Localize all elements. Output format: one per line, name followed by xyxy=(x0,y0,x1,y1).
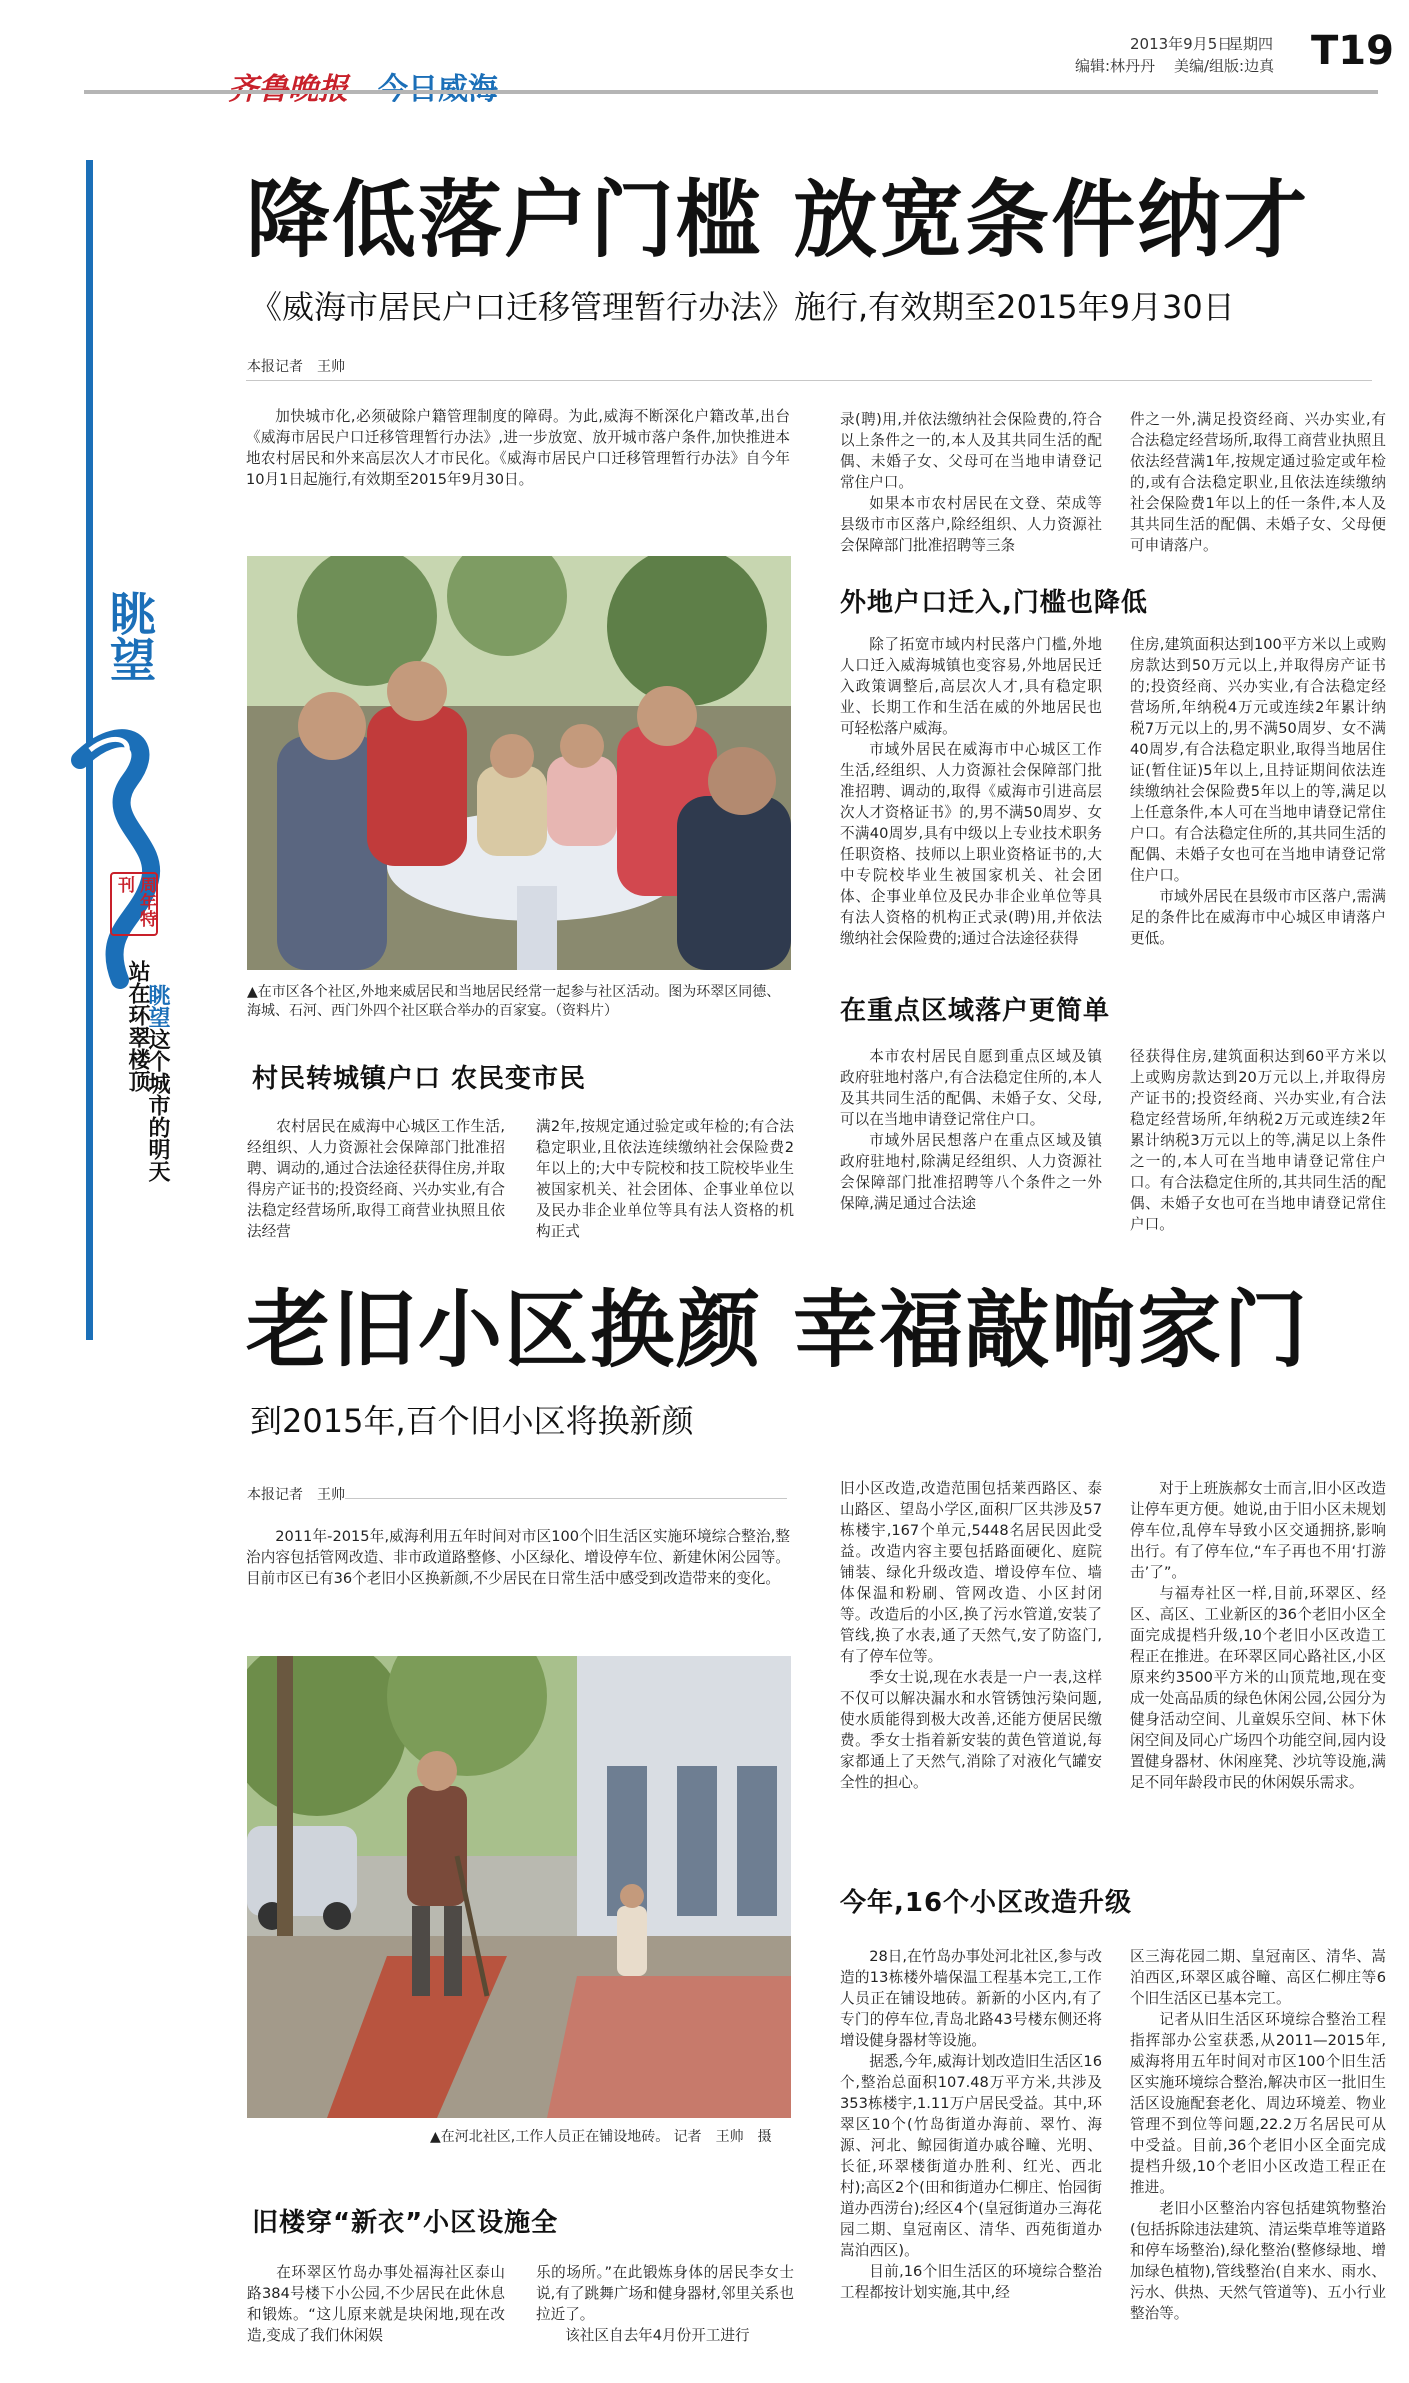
masthead-rule xyxy=(84,90,1378,94)
masthead xyxy=(0,0,1409,110)
article1-subhead-1: 村民转城镇户口 农民变市民 xyxy=(252,1064,587,1094)
art2-col4 xyxy=(1130,1478,1386,1793)
article1-photo-caption: ▲在市区各个社区,外地来威居民和当地居民经常一起参与社区活动。图为环翠区同德、海城、石河、西门外四个社区联合举办的百家宴。（资料片） xyxy=(247,984,781,1019)
slogan-part-2: 这个城市的明天 xyxy=(145,1028,170,1182)
issue-date: 2013年9月5日 xyxy=(1130,35,1233,53)
ribbon-logo-icon xyxy=(60,700,170,1000)
col3-top xyxy=(840,409,1102,556)
sub3-col2 xyxy=(1130,1046,1386,1235)
col3-p2-text: 如果本市农村居民在文登、荣成等县级市市区落户,除经组织、人力资源社会保障部门批准招聘等三条 xyxy=(840,495,1102,554)
sub-a-col2-p3: 老旧小区整治内容包括建筑物整治(包括拆除违法建筑、清运柴草堆等道路和停车场整治),绿化整治(整修绿地、增加绿色植物),管线整治(自来水、雨水、污水、供热、天然气管道等)、五小行业整治等。 xyxy=(1130,2200,1386,2322)
article2-byline-rule xyxy=(345,1498,787,1499)
sub-b-col2-p1: 乐的场所。”在此锻炼身体的居民李女士说,有了跳舞广场和健身器材,邻里关系也拉近了。 xyxy=(536,2264,794,2323)
editor-credit: 编辑:林丹丹 xyxy=(1075,57,1156,75)
sub2-col2-p1: 住房,建筑面积达到100平方米以上或购房款达到50万元以上,并取得房产证书的;投资经商、兴办实业,有合法稳定经营场所,年纳税4万元或连续2年累计纳税7万元以上的,男不满50周岁、女不满40周岁,有合法稳定职业,取得当地居住证(暂住证)5年以上,且持证期间依法连续缴纳社会保险费5年以上的等,满足以上任意条件,本人可在当地申请登记常住户口。有合法稳定住所的,其共同生活的配偶、未婚子女也可在当地申请登记常住户口。 xyxy=(1130,636,1386,884)
sub-a-col2-p1: 区三海花园二期、皇冠南区、清华、嵩泊西区,环翠区戚谷疃、高区仁柳庄等6个旧生活区已基本完工。 xyxy=(1130,1948,1386,2007)
sidebar-title: 眺望 xyxy=(103,590,157,682)
sub1-col1 xyxy=(247,1116,505,1242)
article1-subhead-3: 在重点区域落户更简单 xyxy=(840,996,1111,1026)
byline-rule xyxy=(246,380,1372,381)
sub-a-col1-p2: 据悉,今年,威海计划改造旧生活区16个,整治总面积107.48万平方米,共涉及353栋楼宇,1.11万户居民受益。其中,环翠区10个(竹岛街道办海前、翠竹、海源、河北、鲸园街道办戚谷疃、光明、长征,环翠楼街道办胜利、红光、西北村);高区2个(田和街道办仁柳庄、怡园街道办西涝台);经区4个(皇冠街道办三海花园二期、皇冠南区、清华、西苑街道办嵩泊西区)。 xyxy=(840,2053,1102,2259)
article2-photo xyxy=(247,1656,791,2118)
sub-b-col1 xyxy=(247,2262,505,2346)
article1-deck: 《威海市居民户口迁移管理暂行办法》施行,有效期至2015年9月30日 xyxy=(250,288,1235,326)
article1-lead xyxy=(246,406,790,490)
sub-b-col1-text: 在环翠区竹岛办事处福海社区泰山路384号楼下小公园,不少居民在此休息和锻炼。“这儿原来就是块闲地,现在改造,变成了我们休闲娱 xyxy=(247,2264,505,2344)
issue-weekday: 星期四 xyxy=(1228,35,1274,53)
sub1-col2-text: 满2年,按规定通过验定或年检的;有合法稳定职业,且依法连续缴纳社会保险费2年以上的;大中专院校和技工院校毕业生被国家机关、社会团体、企事业单位以及民办非企业单位等具有法人资格的机构正式 xyxy=(536,1118,794,1240)
paper-logo xyxy=(228,64,348,108)
article2-lead xyxy=(246,1526,790,1589)
article1-photo xyxy=(247,556,791,970)
article1-lead-text: 加快城市化,必须破除户籍管理制度的障碍。为此,威海不断深化户籍改革,出台《威海市居民户口迁移管理暂行办法》,进一步放宽、放开城市落户条件,加快推进本地农村居民和外来高层次人才市民化。《威海市居民户口迁移管理暂行办法》自今年10月1日起施行,有效期至2015年9月30日。 xyxy=(246,408,790,488)
article1-headline: 降低落户门槛 放宽条件纳才 xyxy=(246,171,1310,269)
sub-a-col1 xyxy=(840,1946,1102,2303)
sub2-col1-p1: 除了拓宽市域内村民落户门槛,外地人口迁入威海城镇也变容易,外地居民迁入政策调整后,高层次人才,具有稳定职业、长期工作和生活在威的外地居民也可轻松落户威海。 xyxy=(840,636,1102,737)
section-name xyxy=(378,64,498,108)
sub2-col2 xyxy=(1130,634,1386,949)
article2-subhead-b: 旧楼穿“新衣”小区设施全 xyxy=(252,2208,559,2238)
sidebar xyxy=(60,160,170,1340)
article2-byline: 本报记者 王帅 xyxy=(247,1487,345,1503)
sidebar-slogan-2 xyxy=(144,984,170,1182)
sub2-col1-p2: 市域外居民在威海市中心城区工作生活,经组织、人力资源社会保障部门批准招聘、调动的,取得《威海市引进高层次人才资格证书》的,男不满50周岁、女不满40周岁,具有中级以上专业技术职务任职资格、技师以上职业资格证书的,大中专院校毕业生被国家机关、社会团体、企事业单位及民办非企业单位等具有法人资格的机构正式录(聘)用,并依法缴纳社会保险费的;通过合法途径获得 xyxy=(840,741,1102,947)
article1-byline: 本报记者 王帅 xyxy=(247,359,345,375)
sub2-col2-p2: 市域外居民在县级市市区落户,需满足的条件比在威海市中心城区申请落户更低。 xyxy=(1130,888,1386,947)
article2-lead-text: 2011年-2015年,威海利用五年时间对市区100个旧生活区实施环境综合整治,整治内容包括管网改造、非市政道路整修、小区绿化、增设停车位、新建休闲公园等。目前市区已有36个老旧小区换新颜,不少居民在日常生活中感受到改造带来的变化。 xyxy=(246,1528,790,1587)
anniversary-stamp xyxy=(110,872,158,936)
art2-col4-p1: 对于上班族郝女士而言,旧小区改造让停车更方便。她说,由于旧小区未规划停车位,乱停车导致小区交通拥挤,影响出行。有了停车位,“车子再也不用‘打游击’了”。 xyxy=(1130,1480,1386,1581)
sub3-col2-text: 径获得住房,建筑面积达到60平方米以上或购房款达到20万元以上,并取得房产证书的;投资经商、兴办实业,有合法稳定经营场所,年纳税2万元或连续2年累计纳税3万元以上的等,满足以上条件之一的,本人可在当地申请登记常住户口。有合法稳定住所的,其共同生活的配偶、未婚子女也可在当地申请登记常住户口。 xyxy=(1130,1048,1386,1233)
article2-deck: 到2015年,百个旧小区将换新颜 xyxy=(250,1402,694,1440)
art2-col3 xyxy=(840,1478,1102,1793)
sub-a-col1-p1: 28日,在竹岛办事处河北社区,参与改造的13栋楼外墙保温工程基本完工,工作人员正在铺设地砖。新新的小区内,有了专门的停车位,青岛北路43号楼东侧还将增设健身器材等设施。 xyxy=(840,1948,1102,2049)
slogan-highlight: 眺望 xyxy=(145,984,170,1028)
sub3-col1-p2: 市域外居民想落户在重点区域及镇政府驻地村,除满足经组织、人力资源社会保障部门批准招聘等八个条件之一外保障,满足通过合法途 xyxy=(840,1132,1102,1212)
article2-subhead-a: 今年,16个小区改造升级 xyxy=(840,1888,1133,1918)
article1-subhead-2: 外地户口迁入,门槛也降低 xyxy=(840,588,1148,618)
art2-col4-p2: 与福寿社区一样,目前,环翠区、经区、高区、工业新区的36个老旧小区全面完成提档升级,10个老旧小区改造工程正在推进。在环翠区同心路社区,小区原来约3500平方米的山顶荒地,现在变成一处高品质的绿色休闲公园,公园分为健身活动空间、儿童娱乐空间、林下休闲空间及同心广场四个功能空间,园内设置健身器材、休闲座凳、沙坑等设施,满足不同年龄段市民的休闲娱乐需求。 xyxy=(1130,1585,1386,1791)
sub3-col1-p1: 本市农村居民自愿到重点区域及镇政府驻地村落户,有合法稳定住所的,本人及其共同生活的配偶、未婚子女、父母,可以在当地申请登记常住户口。 xyxy=(840,1048,1102,1128)
sub-b-col2-p2: 该社区自去年4月份开工进行 xyxy=(565,2327,750,2344)
col4-top-text: 件之一外,满足投资经商、兴办实业,有合法稳定经营场所,取得工商营业执照且依法经营满1年,按规定通过验定或年检的,或有合法稳定职业,且依法连续缴纳社会保险费1年以上的任一条件,本人及其共同生活的配偶、未婚子女、父母便可申请落户。 xyxy=(1130,411,1386,554)
sub-a-col2 xyxy=(1130,1946,1386,2324)
art2-col3-p2: 季女士说,现在水表是一户一表,这样不仅可以解决漏水和水管锈蚀污染问题,使水质能得到极大改善,还能方便居民缴费。季女士指着新安装的黄色管道说,每家都通上了天然气,消除了对液化气罐安全性的担心。 xyxy=(840,1669,1102,1791)
art2-col3-p1: 旧小区改造,改造范围包括莱西路区、泰山路区、望岛小学区,面积厂区共涉及57栋楼宇,167个单元,5448名居民因此受益。改造内容主要包括路面硬化、庭院铺装、绿化升级改造、增设停车位、墙体保温和粉刷、管网改造、小区封闭等。改造后的小区,换了污水管道,安装了管线,换了水表,通了天然气,安了防盗门,有了停车位等。 xyxy=(840,1480,1102,1665)
sub1-col1-text: 农村居民在威海中心城区工作生活,经组织、人力资源社会保障部门批准招聘、调动的,通过合法途径获得住房,并取得房产证书的;投资经商、兴办实业,有合法稳定经营场所,取得工商营业执照且依法经营 xyxy=(247,1118,505,1240)
sub-a-col1-p3: 目前,16个旧生活区的环境综合整治工程都按计划实施,其中,经 xyxy=(840,2263,1102,2301)
sub1-col2 xyxy=(536,1116,794,1242)
page-number: T19 xyxy=(1311,28,1394,74)
sub-b-col2 xyxy=(536,2262,794,2346)
sub2-col1 xyxy=(840,634,1102,949)
col4-top xyxy=(1130,409,1386,556)
sub-a-col2-p2: 记者从旧生活区环境综合整治工程指挥部办公室获悉,从2011—2015年,威海将用五年时间对市区100个旧生活区实施环境综合整治,解决市区一批旧生活区设施配套老化、周边环境差、物业管理不到位等问题,22.2万名居民可从中受益。目前,36个老旧小区全面完成提档升级,10个老旧小区改造工程正在推进。 xyxy=(1130,2011,1386,2196)
anniversary-stamp-text: 周年特刊 xyxy=(114,876,156,927)
article2-headline: 老旧小区换颜 幸福敲响家门 xyxy=(246,1281,1310,1379)
col3-top-text: 录(聘)用,并依法缴纳社会保险费的,符合以上条件之一的,本人及其共同生活的配偶、未婚子女、父母可在当地申请登记常住户口。 xyxy=(840,411,1102,491)
designer-credit: 美编/组版:边真 xyxy=(1174,57,1275,75)
sub3-col1 xyxy=(840,1046,1102,1214)
article2-photo-caption: ▲在河北社区,工作人员正在铺设地砖。 记者 王帅 摄 xyxy=(430,2129,772,2145)
slogan-part-1: 站在环翠楼顶 xyxy=(125,960,150,1092)
